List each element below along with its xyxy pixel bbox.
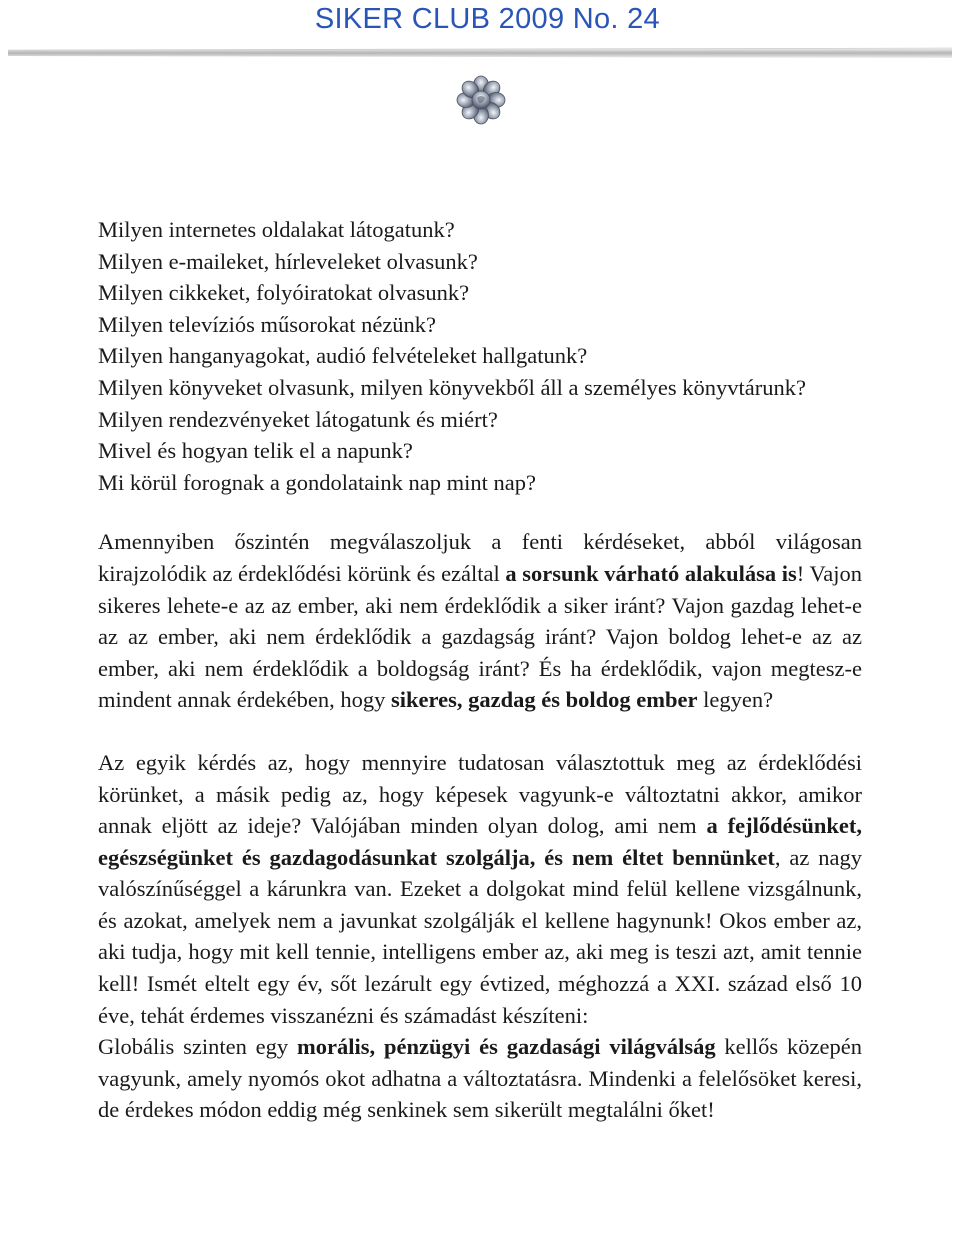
question-item: Milyen televíziós műsorokat nézünk? [98,311,437,337]
paragraph-emphasis: sikeres, gazdag és boldog ember [391,687,698,713]
paragraph-text: kellős közepén vagyunk, amely nyomós okot adhatna a változtatásra. Mindenki a felelősöket keresi, de érdekes módon eddig még senkinek sem sikerült megtalálni őket! [98,1034,862,1123]
question-item: Milyen internetes oldalakat látogatunk? [98,217,455,242]
paragraph-emphasis: morális, pénzügyi és gazdasági világválság [297,1034,716,1060]
flower-logo-icon [454,73,508,127]
question-item: Milyen hanganyagokat, audió felvételeket hallgatunk? [98,343,588,369]
paragraph-3 [98,1031,862,1126]
page-header-title: SIKER CLUB 2009 No. 24 [314,3,660,35]
paragraph-text: Az egyik kérdés az, hogy mennyire tudatosan választottuk meg az érdeklődési körünket, a másik pedig az, hogy képesek vagyunk-e változtatni akkor, amikor annak eljött az ideje? Valójában minden olyan dolog, ami nem [98,749,862,839]
paragraph-emphasis: a sorsunk várható alakulása is [505,560,797,586]
question-item: Milyen cikkeket, folyóiratokat olvasunk? [98,280,470,306]
question-item: Milyen e-maileket, hírleveleket olvasunk? [98,248,478,274]
paragraph-emphasis: a fejlődésünket, egészségünket és gazdagodásunkat szolgálja, és nem éltet bennünket [98,813,863,870]
question-item: Mi körül forognak a gondolataink nap mint nap? [98,469,537,495]
article-body [98,214,862,1126]
header-divider [8,46,952,60]
paragraph-text: legyen? [697,687,774,713]
question-item: Milyen könyveket olvasunk, milyen könyvekből áll a személyes könyvtárunk? [98,374,806,400]
question-item: Mivel és hogyan telik el a napunk? [98,438,413,464]
paragraph-text: Amennyiben őszintén megválaszoljuk a fenti kérdéseket, abból világosan kirajzolódik az érdeklődési körünk és ezáltal [98,529,862,586]
paragraph-text: Globális szinten egy [98,1034,298,1060]
paragraph-text: , az nagy valószínűséggel a kárunkra van. Ezeket a dolgokat mind felül kellene vizsgálnunk, és azokat, amelyek nem a javunkat szolgálják el kellene hagynunk! Okos ember az, aki tudja, hogy mit kell tennie, intelligens ember az, aki meg is teszi azt, amit tennie kell! Ismét eltelt egy év, sőt lezárult egy évtized, méghozzá a XXI. század első 10 éve, tehát érdemes visszanézni és számadást készíteni: [98,844,862,1028]
question-item: Milyen rendezvényeket látogatunk és miért? [98,406,498,432]
question-list [98,214,862,498]
paragraph-2 [98,747,862,1031]
paragraph-text: ! Vajon sikeres lehete-e az az ember, aki nem érdeklődik a siker iránt? Vajon gazdag lehet-e az az ember, aki nem érdeklődik a gazdagság iránt? Vajon boldog lehet-e az az ember, aki nem érdeklődik a boldogság iránt? És ha érdeklődik, vajon megtesz-e mindent annak érdekében, hogy [98,560,862,713]
paragraph-1 [98,526,862,716]
